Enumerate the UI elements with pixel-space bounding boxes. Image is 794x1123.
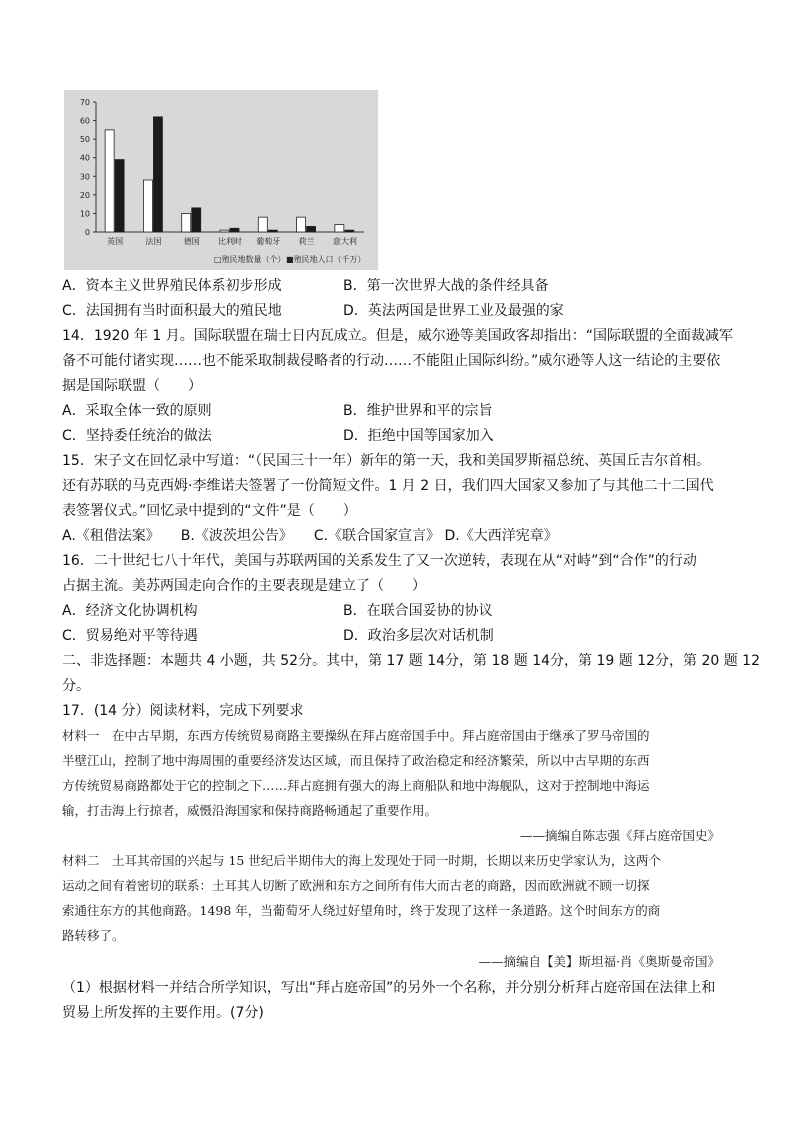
q14-option-c: C．坚持委任统治的做法: [62, 428, 212, 444]
q16-option-b: B．在联合国妥协的协议: [343, 603, 493, 619]
q14-option-b: B．维护世界和平的宗旨: [343, 403, 493, 419]
x-tick-label: 法国: [145, 237, 162, 246]
q14-stem-line-2: 备不可能付诸实现……也不能采取制裁侵略者的行动……不能阻止国际纠纷。”威尔逊等人这一结论的主要依: [62, 353, 721, 369]
bar-colony-count: [297, 217, 306, 232]
bar-colony-population: [230, 228, 239, 232]
q14-stem-line-3: 据是国际联盟（ ）: [62, 378, 202, 394]
bar-colony-population: [345, 230, 354, 232]
y-tick-label: 30: [79, 172, 90, 182]
chart-svg: [64, 90, 378, 270]
q16-stem-line-1: 16．二十世纪七八十年代，美国与苏联两国的关系发生了又一次逆转，表现在从“对峙”到“合作”的行动: [62, 553, 697, 569]
bar-colony-count: [220, 230, 229, 232]
q14-stem-line-1: 14．1920 年 1 月。国际联盟在瑞士日内瓦成立。但是，威尔逊等美国政客却指出：“国际联盟的全面裁减军: [62, 328, 733, 344]
material1-source: ——摘编自陈志强《拜占庭帝国史》: [519, 828, 720, 843]
bar-colony-count: [182, 213, 191, 232]
section2-heading-line-2: 分。: [62, 678, 90, 694]
legend-colony-count: □殖民地数量（个）: [214, 255, 286, 264]
y-tick-label: 50: [79, 135, 90, 145]
material2-line-2: 运动之间有着密切的联系：土耳其人切断了欧洲和东方之间所有伟大而古老的商路，因而欧洲就不顾一切探: [62, 878, 650, 893]
y-tick-label: 60: [79, 116, 90, 126]
bar-colony-count: [335, 225, 344, 232]
q16-stem-line-2: 占据主流。美苏两国走向合作的主要表现是建立了（ ）: [62, 578, 426, 594]
material2-line-4: 路转移了。: [62, 928, 125, 943]
x-tick-label: 比利时: [218, 237, 242, 246]
y-tick-label: 0: [84, 228, 90, 237]
material1-line-3: 方传统贸易商路都处于它的控制之下……拜占庭拥有强大的海上商船队和地中海舰队，这对于控制地中海运: [62, 778, 650, 793]
q16-option-a: A．经济文化协调机构: [62, 603, 198, 619]
bar-colony-population: [307, 226, 316, 232]
bar-colony-population: [268, 230, 277, 232]
x-tick-label: 荷兰: [298, 237, 315, 246]
colonies-bar-chart: [64, 90, 378, 270]
q17-sub1-line-1: （1）根据材料一并结合所学知识，写出“拜占庭帝国”的另外一个名称，并分别分析拜占庭帝国在法律上和: [62, 980, 716, 996]
q15-stem-line-2: 还有苏联的马克西姆·李维诺夫签署了一份简短文件。1 月 2 日，我们四大国家又参加了与其他二十二国代: [62, 478, 714, 494]
bar-colony-population: [115, 160, 124, 232]
q16-option-d: D．政治多层次对话机制: [343, 628, 494, 644]
q13-option-c: C．法国拥有当时面积最大的殖民地: [62, 303, 282, 319]
bar-colony-population: [192, 208, 201, 232]
section2-heading-line-1: 二、非选择题：本题共 4 小题，共 52分。其中，第 17 题 14分，第 18 题 14分，第 19 题 12分，第 20 题 12: [62, 653, 760, 669]
x-tick-label: 意大利: [332, 237, 357, 246]
q13-option-b: B．第一次世界大战的条件经具备: [343, 278, 549, 294]
material2-line-1: 材料二 土耳其帝国的兴起与 15 世纪后半期伟大的海上发现处于同一时期，长期以来历史学家认为，这两个: [62, 853, 661, 868]
y-tick-label: 70: [79, 98, 90, 107]
legend-colony-population: ■殖民地人口（千万）: [286, 255, 366, 264]
x-tick-label: 英国: [107, 237, 124, 246]
q13-option-d: D．英法两国是世界工业及最强的家: [343, 303, 564, 319]
q14-option-a: A．采取全体一致的原则: [62, 403, 212, 419]
material1-line-4: 输，打击海上行掠者，威慑沿海国家和保持商路畅通起了重要作用。: [62, 803, 438, 818]
material2-source: ——摘编自【美】斯坦福·肖《奥斯曼帝国》: [478, 954, 720, 969]
q15-stem-line-3: 表签署仪式。”回忆录中提到的“文件”是（ ）: [62, 503, 357, 519]
y-tick-label: 40: [79, 153, 90, 163]
bar-colony-population: [153, 117, 162, 232]
material1-line-2: 半壁江山，控制了地中海周围的重要经济发达区域，而且保持了政治稳定和经济繁荣，所以中古早期的东西: [62, 753, 650, 768]
q15-options: A.《租借法案》 B.《波茨坦公告》 C.《联合国家宣言》 D.《大西洋宪章》: [62, 528, 558, 544]
q13-option-a: A．资本主义世界殖民体系初步形成: [62, 278, 282, 294]
bar-colony-count: [258, 217, 267, 232]
q17-title: 17．(14 分）阅读材料，完成下列要求: [62, 703, 304, 719]
q15-stem-line-1: 15．宋子文在回忆录中写道：“（民国三十一年）新年的第一天，我和美国罗斯福总统、英国丘吉尔首相。: [62, 453, 711, 469]
x-tick-label: 葡萄牙: [256, 237, 281, 246]
material2-line-3: 索通往东方的其他商路。1498 年，当葡萄牙人绕过好望角时，终于发现了这样一条道路。这个时间东方的商: [62, 903, 661, 918]
x-tick-label: 德国: [183, 237, 200, 246]
bar-colony-count: [143, 180, 152, 232]
y-tick-label: 10: [79, 209, 90, 219]
material1-line-1: 材料一 在中古早期，东西方传统贸易商路主要操纵在拜占庭帝国手中。拜占庭帝国由于继承了罗马帝国的: [62, 728, 650, 743]
q16-option-c: C．贸易绝对平等待遇: [62, 628, 198, 644]
q17-sub1-line-2: 贸易上所发挥的主要作用。(7分): [62, 1005, 264, 1021]
bar-colony-count: [105, 130, 114, 232]
y-tick-label: 20: [79, 190, 90, 200]
q14-option-d: D．拒绝中国等国家加入: [343, 428, 494, 444]
